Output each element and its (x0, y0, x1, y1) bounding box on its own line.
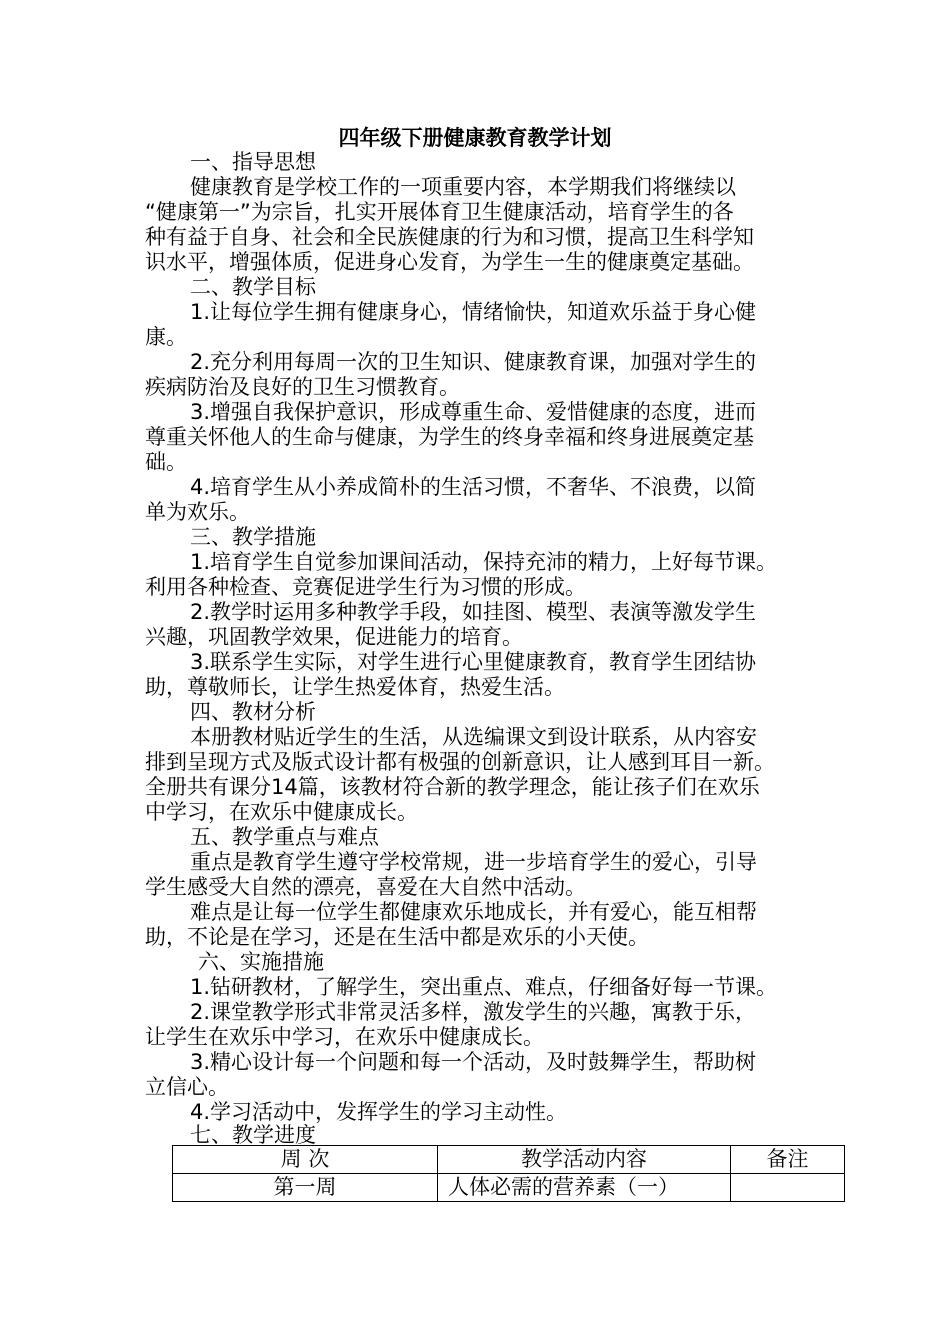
paragraph-line: “健康第一”为宗旨，扎实开展体育卫生健康活动，培育学生的各 (145, 200, 734, 224)
table-cell-notes (731, 1174, 845, 1202)
paragraph-line: 疾病防治及良好的卫生习惯教育。 (145, 375, 460, 399)
section-heading-2: 二、教学目标 (190, 275, 316, 299)
paragraph-line: 1.让每位学生拥有健康身心，情绪愉快，知道欢乐益于身心健 (190, 300, 757, 324)
paragraph-line: 3.精心设计每一个问题和每一个活动，及时鼓舞学生，帮助树 (190, 1050, 757, 1074)
section-heading-7: 七、教学进度 (190, 1123, 316, 1147)
section-heading-6: 六、实施措施 (198, 950, 324, 974)
paragraph-line: 2.充分利用每周一次的卫生知识、健康教育课，加强对学生的 (190, 350, 757, 374)
paragraph-line: 4.学习活动中，发挥学生的学习主动性。 (190, 1100, 568, 1124)
schedule-table (172, 1145, 845, 1202)
paragraph-line: 2.教学时运用多种教学手段，如挂图、模型、表演等激发学生 (190, 600, 757, 624)
paragraph-line: 识水平，增强体质，促进身心发育，为学生一生的健康奠定基础。 (145, 250, 754, 274)
paragraph-line: 3.增强自我保护意识，形成尊重生命、爱惜健康的态度，进而 (190, 400, 757, 424)
paragraph-line: 3.联系学生实际，对学生进行心里健康教育，教育学生团结协 (190, 650, 757, 674)
paragraph-line: 重点是教育学生遵守学校常规，进一步培育学生的爱心，引导 (190, 850, 757, 874)
column-header-week: 周 次 (173, 1146, 438, 1174)
paragraph-line: 中学习，在欢乐中健康成长。 (145, 800, 418, 824)
paragraph-line: 本册教材贴近学生的生活，从选编课文到设计联系，从内容安 (190, 725, 757, 749)
paragraph-line: 全册共有课分14篇，该教材符合新的教学理念，能让孩子们在欢乐 (145, 775, 760, 799)
paragraph-line: 排到呈现方式及版式设计都有极强的创新意识，让人感到耳目一新。 (145, 750, 775, 774)
table-cell-week: 第一周 (173, 1174, 438, 1202)
paragraph-line: 助，尊敬师长，让学生热爱体育，热爱生活。 (145, 675, 565, 699)
paragraph-line: 1.钻研教材，了解学生，突出重点、难点，仔细备好每一节课。 (190, 975, 778, 999)
paragraph-line: 助，不论是在学习，还是在生活中都是欢乐的小天使。 (145, 925, 649, 949)
paragraph-line: 种有益于自身、社会和全民族健康的行为和习惯，提高卫生科学知 (145, 225, 754, 249)
document-title: 四年级下册健康教育教学计划 (338, 126, 612, 150)
section-heading-4: 四、教材分析 (190, 700, 316, 724)
paragraph-line: 尊重关怀他人的生命与健康，为学生的终身幸福和终身进展奠定基 (145, 425, 754, 449)
table-cell-content: 人体必需的营养素（一） (438, 1174, 731, 1202)
column-header-content: 教学活动内容 (438, 1146, 731, 1174)
section-heading-1: 一、指导思想 (190, 150, 316, 174)
table-header-row (173, 1146, 845, 1174)
section-heading-3: 三、教学措施 (190, 525, 316, 549)
paragraph-line: 础。 (145, 450, 187, 474)
paragraph-line: 难点是让每一位学生都健康欢乐地成长，并有爱心，能互相帮 (190, 900, 757, 924)
paragraph-line: 立信心。 (145, 1075, 229, 1099)
paragraph-line: 健康教育是学校工作的一项重要内容，本学期我们将继续以 (190, 175, 736, 199)
paragraph-line: 1.培育学生自觉参加课间活动，保持充沛的精力，上好每节课。 (190, 550, 778, 574)
paragraph-line: 4.培育学生从小养成简朴的生活习惯，不奢华、不浪费，以简 (190, 475, 757, 499)
section-heading-5: 五、教学重点与难点 (190, 825, 379, 849)
paragraph-line: 单为欢乐。 (145, 500, 250, 524)
paragraph-line: 2.课堂教学形式非常灵活多样，激发学生的兴趣，寓教于乐， (190, 1000, 757, 1024)
paragraph-line: 康。 (145, 325, 187, 349)
paragraph-line: 利用各种检查、竞赛促进学生行为习惯的形成。 (145, 575, 586, 599)
paragraph-line: 让学生在欢乐中学习，在欢乐中健康成长。 (145, 1025, 544, 1049)
paragraph-line: 兴趣，巩固教学效果，促进能力的培育。 (145, 625, 523, 649)
column-header-notes: 备注 (731, 1146, 845, 1174)
paragraph-line: 学生感受大自然的漂亮，喜爱在大自然中活动。 (145, 875, 586, 899)
table-row (173, 1174, 845, 1202)
